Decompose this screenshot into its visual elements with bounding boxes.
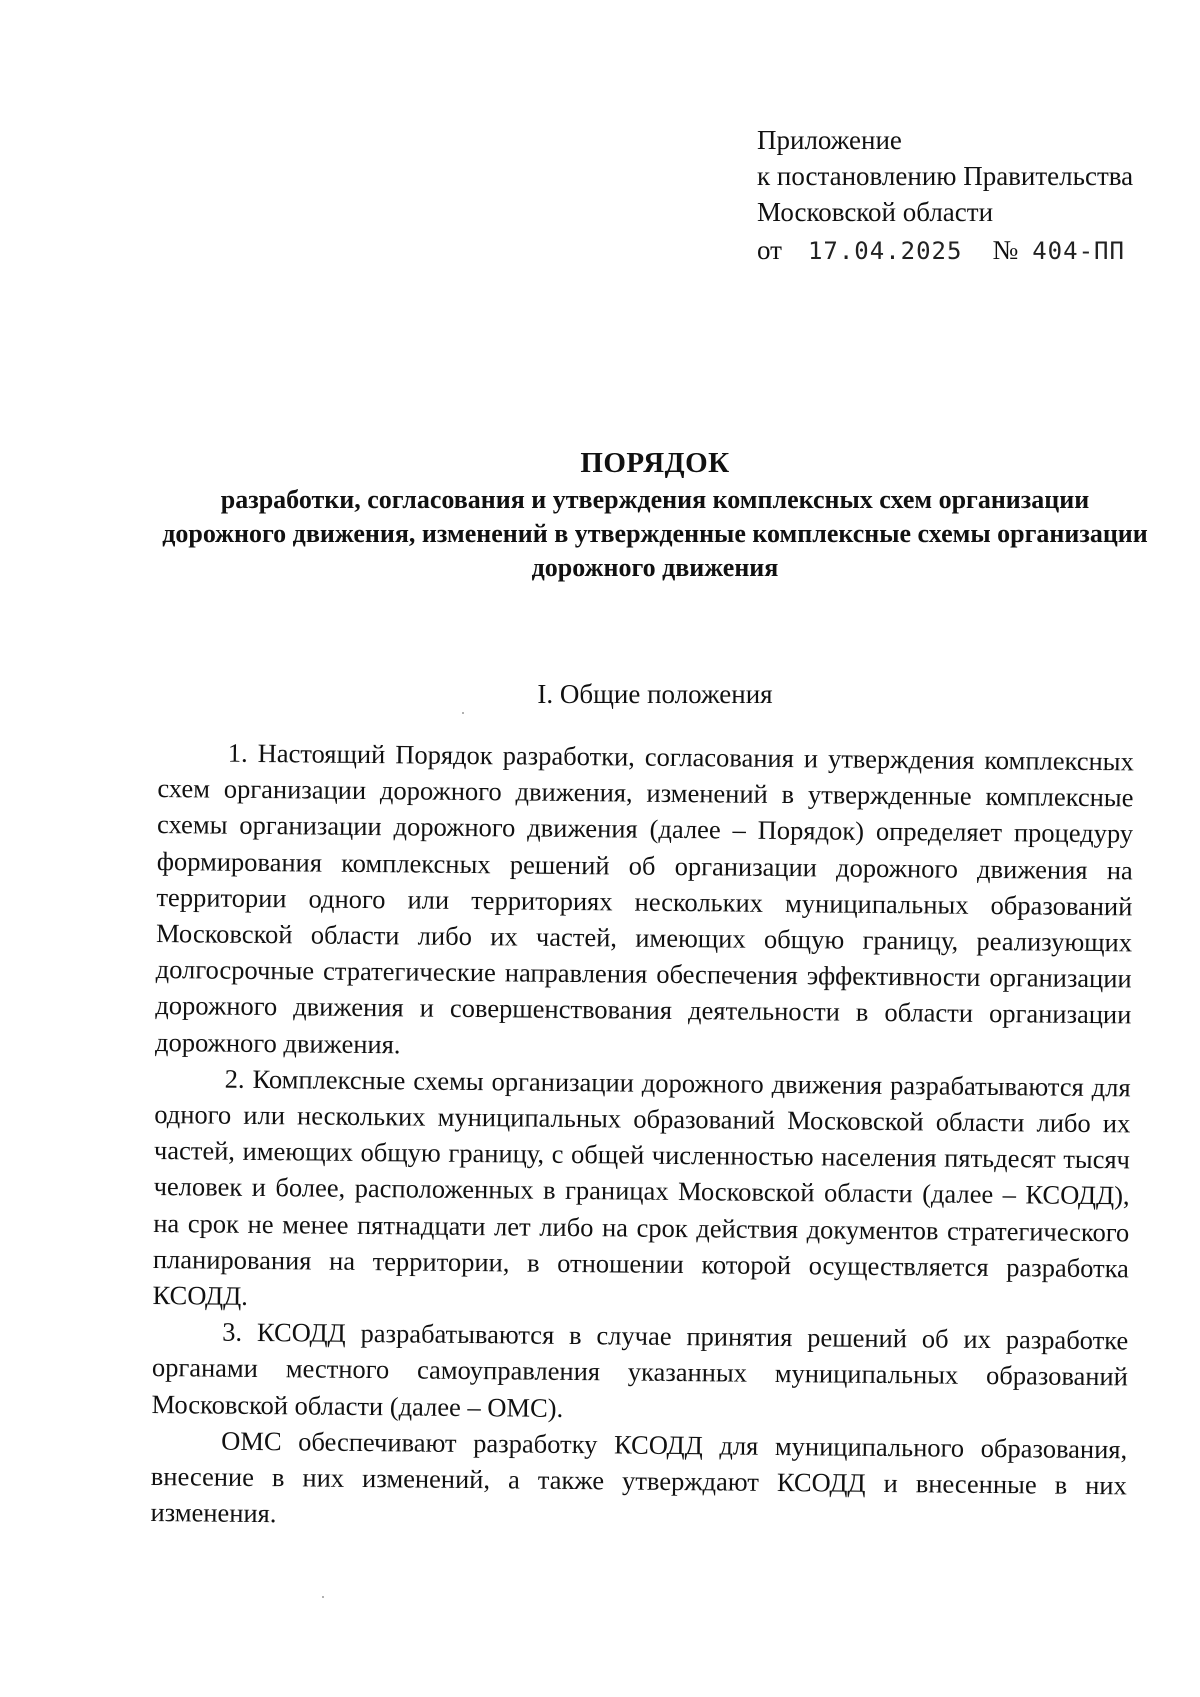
resolution-date: 17.04.2025: [807, 237, 963, 265]
number-sign: №: [992, 235, 1019, 265]
scan-speck: [322, 1596, 324, 1598]
document-body: [150, 734, 1134, 1540]
document-title: [160, 445, 1150, 585]
appendix-resolution: к постановлению Правительства: [757, 161, 1134, 191]
paragraph-4: ОМС обеспечивают разработку КСОДД для муниципального образования, внесение в них изменений, а также утверждают КСОДД и внесенные в них изменения.: [150, 1425, 1128, 1529]
title-subtitle: разработки, согласования и утверждения комплексных схем организации дорожного движения, изменений в утвержденные комплексные схемы организации дорожного движения: [162, 485, 1148, 582]
appendix-date-number: [757, 232, 1177, 269]
appendix-block: [757, 122, 1177, 269]
appendix-region: Московской области: [757, 197, 994, 227]
paragraph-2: 2. Комплексные схемы организации дорожного движения разрабатываются для одного или нескольких муниципальных образований Московской области либо их частей, имеющих общую границу, с общей численностью населения пятьдесят тысяч человек и более, расположенных в границах Московской области (далее – КСОДД), на срок не менее пятнадцати лет либо на срок действия документов стратегического планирования на территории, в отношении которой осуществляется разработка КСОДД.: [152, 1063, 1131, 1311]
appendix-title: Приложение: [757, 125, 902, 155]
paragraph-1: 1. Настоящий Порядок разработки, согласования и утверждения комплексных схем организации дорожного движения, изменений в утвержденные комплексные схемы организации дорожного движения (далее – Порядок) определяет процедуру формирования комплексных решений об организации дорожного движения на территории одного или территориях нескольких муниципальных образований Московской области либо их частей, имеющих общую границу, реализующих долгосрочные стратегические направления обеспечения эффективности организации дорожного движения и совершенствования деятельности в области организации дорожного движения.: [154, 737, 1134, 1059]
title-main: ПОРЯДОК: [580, 447, 730, 479]
from-label: от: [757, 235, 782, 265]
paragraph-3: 3. КСОДД разрабатываются в случае принятия решений об их разработке органами местного самоуправления указанных муниципальных образований Московской области (далее – ОМС).: [151, 1316, 1129, 1423]
section-heading: I. Общие положения: [537, 679, 773, 709]
resolution-number: 404-ПП: [1032, 237, 1125, 265]
scan-speck: [462, 712, 464, 714]
